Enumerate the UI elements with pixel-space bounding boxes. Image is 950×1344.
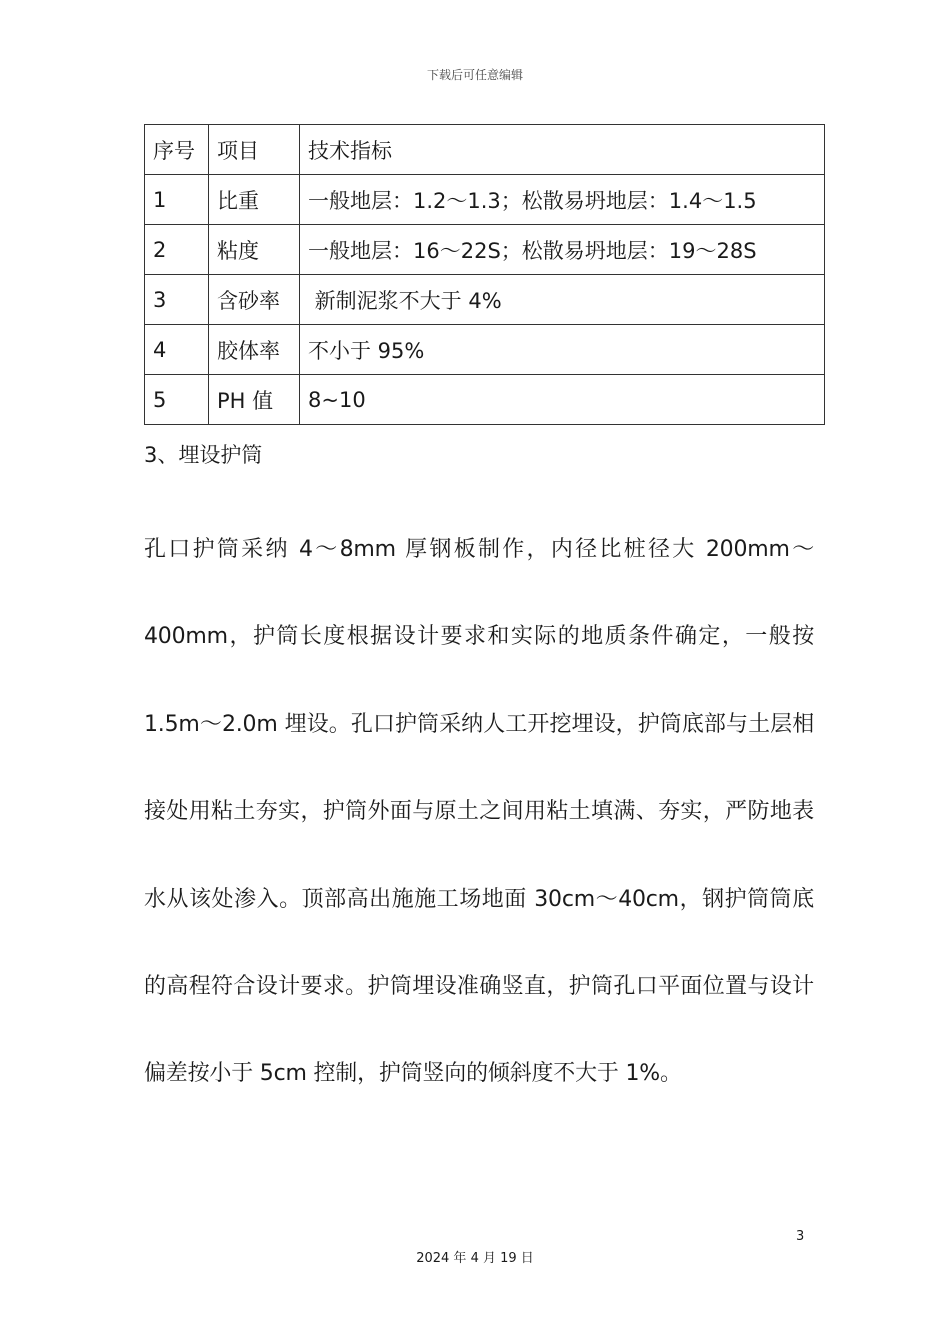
cell-spec: 一般地层：1.2～1.3；松散易坍地层：1.4～1.5 xyxy=(300,175,825,225)
cell-index: 4 xyxy=(145,325,209,375)
table-row xyxy=(145,275,825,325)
cell-spec: 一般地层：16～22S；松散易坍地层：19～28S xyxy=(300,225,825,275)
cell-item: 粘度 xyxy=(209,225,300,275)
cell-index: 2 xyxy=(145,225,209,275)
header-cell-item: 项目 xyxy=(209,125,300,175)
cell-spec: 新制泥浆不大于 4% xyxy=(300,275,825,325)
table-row xyxy=(145,175,825,225)
cell-spec: 8~10 xyxy=(300,375,825,425)
header-note: 下载后可任意编辑 xyxy=(426,68,523,82)
cell-spec: 不小于 95% xyxy=(300,325,825,375)
cell-item: 胶体率 xyxy=(209,325,300,375)
mud-spec-table xyxy=(144,124,825,425)
table-row xyxy=(145,225,825,275)
table-header-row xyxy=(145,125,825,175)
header-cell-spec: 技术指标 xyxy=(300,125,825,175)
section-title: 3、埋设护筒 xyxy=(144,443,263,467)
cell-item: 含砂率 xyxy=(209,275,300,325)
cell-index: 3 xyxy=(145,275,209,325)
cell-item: PH 值 xyxy=(209,375,300,425)
cell-index: 5 xyxy=(145,375,209,425)
cell-index: 1 xyxy=(145,175,209,225)
page-number: 3 xyxy=(796,1229,805,1244)
body-paragraph: 孔口护筒采纳 4～8mm 厚钢板制作，内径比桩径大 200mm～400mm，护筒长度根据设计要求和实际的地质条件确定，一般按 1.5m～2.0m 埋设。孔口护筒采纳人工开挖埋设，护筒底部与土层相接处用粘土夯实，护筒外面与原土之间用粘土填满、夯实，严防地表水从该处渗入。顶部高出施施工场地面 30cm～40cm，钢护筒筒底的高程符合设计要求。护筒埋设准确竖直，护筒孔口平面位置与设计偏差按小于 5cm 控制，护筒竖向的倾斜度不大于 1%。 xyxy=(144,537,814,1087)
table-row xyxy=(145,325,825,375)
cell-item: 比重 xyxy=(209,175,300,225)
footer-date: 2024 年 4 月 19 日 xyxy=(416,1251,534,1266)
table-row xyxy=(145,375,825,425)
header-cell-index: 序号 xyxy=(145,125,209,175)
